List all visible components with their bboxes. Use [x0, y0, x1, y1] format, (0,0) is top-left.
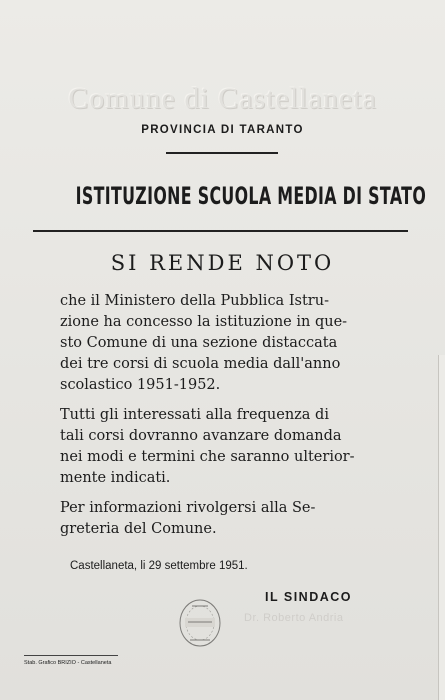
- body-line: sto Comune di una sezione distaccata: [60, 335, 338, 351]
- body-line: zione ha concesso la istituzione in que-: [60, 314, 348, 330]
- municipal-stamp: [178, 598, 222, 652]
- body-line: che il Ministero della Pubblica Istru-: [60, 293, 329, 309]
- body-line: nei modi e termini che saranno ulterior-: [60, 449, 355, 465]
- divider-title: [33, 230, 408, 232]
- poster-title: ISTITUZIONE SCUOLA MEDIA DI STATO: [75, 182, 427, 210]
- mayor-label: IL SINDACO: [265, 590, 352, 604]
- province-label: PROVINCIA DI TARANTO: [141, 124, 304, 136]
- municipality-heading: Comune di Castellaneta: [68, 82, 377, 115]
- printer-credit: Stab. Grafico BRIZIO - Castellaneta: [24, 660, 112, 666]
- date-line: Castellaneta, li 29 settembre 1951.: [70, 560, 248, 572]
- divider-short: [166, 152, 278, 154]
- mayor-signature: Dr. Roberto Andria: [244, 612, 344, 624]
- body-line: Tutti gli interessati alla frequenza di: [60, 407, 329, 423]
- body-line: tali corsi dovranno avanzare domanda: [60, 428, 342, 444]
- announcement-heading: SI RENDE NOTO: [110, 251, 335, 275]
- body-line: dei tre corsi di scuola media dall'anno: [60, 356, 341, 372]
- paper-fold: [438, 355, 445, 700]
- divider-printer: [24, 655, 118, 656]
- body-line: greteria del Comune.: [60, 521, 217, 537]
- body-line: Per informazioni rivolgersi alla Se-: [60, 500, 316, 516]
- body-line: mente indicati.: [60, 470, 171, 486]
- stamp-seal-icon: [178, 598, 222, 648]
- body-line: scolastico 1951-1952.: [60, 377, 221, 393]
